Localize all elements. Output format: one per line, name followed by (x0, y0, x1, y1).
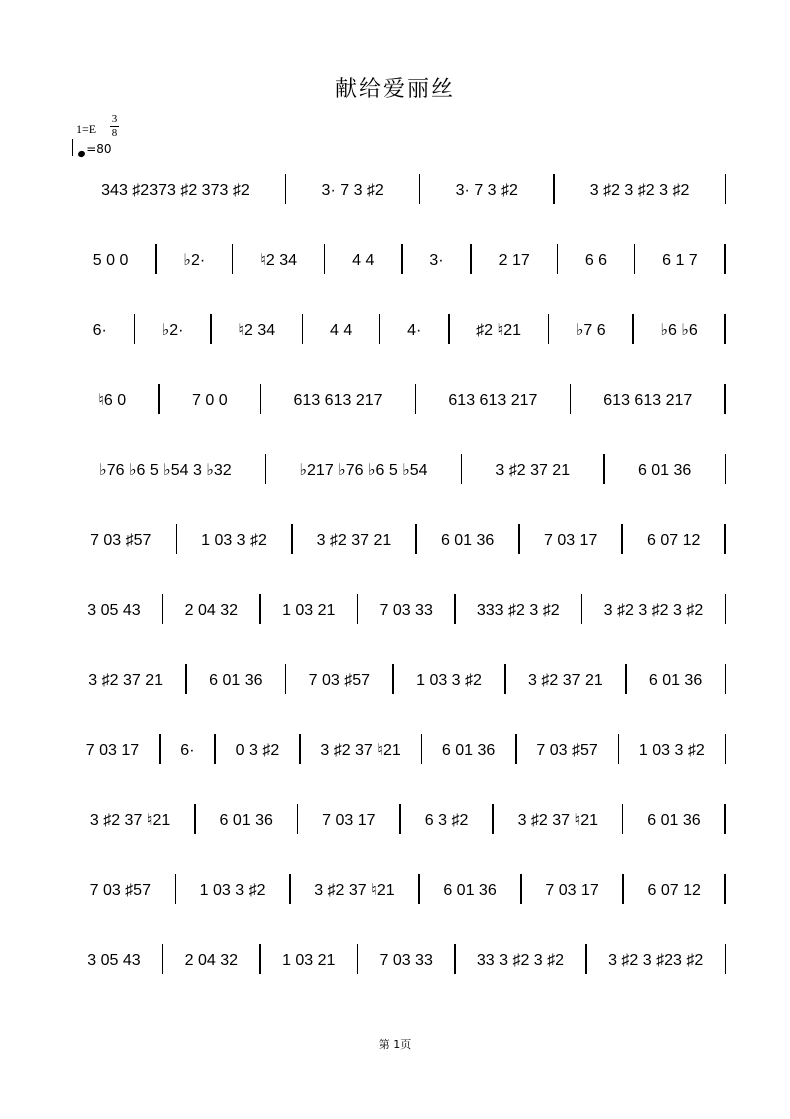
measure-notes: 343 ♯2373 ♯2 373 ♯2 (101, 182, 250, 199)
measure-notes: 7 03 ♯57 (90, 532, 152, 549)
measure-notes: 3 ♯2 37 ♮21 (314, 882, 395, 899)
measure-notes: 6 1 7 (662, 252, 698, 269)
measure-notes: 3· 7 3 ♯2 (455, 182, 518, 199)
measure (456, 952, 586, 976)
measure-notes: 6 07 12 (647, 532, 701, 549)
measure (163, 602, 259, 626)
measure-notes: 3 ♯2 3 ♯2 3 ♯2 (603, 602, 704, 619)
measure (494, 810, 622, 836)
measure-notes: 1 03 3 ♯2 (638, 742, 705, 759)
measure (66, 810, 194, 836)
measure (66, 322, 134, 346)
measure (261, 602, 357, 626)
measure (417, 532, 519, 556)
measure (517, 742, 618, 766)
measure (135, 320, 210, 346)
measure (422, 742, 515, 766)
measure (403, 252, 471, 276)
measure-notes: 7 03 ♯57 (308, 672, 370, 689)
score-system (66, 656, 726, 696)
measure-notes: 6· (92, 322, 107, 339)
measure-notes: 5 0 0 (92, 252, 129, 269)
measure-notes: 2 17 (498, 252, 530, 269)
note-head-icon (77, 150, 86, 158)
measure-notes: ♭7 6 (575, 322, 606, 339)
measure-notes: 1 03 21 (282, 952, 336, 969)
measure-notes: 6 07 12 (647, 882, 701, 899)
measure (66, 882, 175, 906)
measure (66, 602, 162, 626)
measure (66, 390, 158, 416)
measure (420, 882, 521, 906)
measure-notes: 4 4 (352, 252, 375, 269)
bar-line (725, 734, 727, 764)
measure-notes: 2 04 32 (184, 602, 239, 619)
measure (66, 672, 185, 696)
bar-line (725, 944, 727, 974)
measure-notes: 6 01 36 (647, 812, 701, 829)
measure-notes: 3 ♯2 37 ♮21 (517, 812, 599, 829)
measure-notes: ♯2 ♮21 (476, 322, 522, 339)
measure-notes: 4· (407, 322, 422, 339)
measure-notes: 3 ♯2 37 ♮21 (89, 812, 171, 829)
measure-notes: 6 01 36 (440, 532, 495, 549)
measure (261, 392, 414, 416)
measure-notes: 3 ♯2 37 21 (88, 672, 164, 689)
measure (522, 882, 623, 906)
measure-notes: 6 01 36 (443, 882, 497, 899)
measure (555, 182, 725, 206)
score-system (66, 376, 726, 416)
measure (401, 812, 492, 836)
measure (634, 320, 725, 346)
measure-notes: 3 ♯2 3 ♯23 ♯2 (608, 952, 704, 969)
measure (549, 320, 632, 346)
measure (286, 672, 392, 696)
measure-notes: 6 01 36 (209, 672, 263, 689)
measure (623, 532, 725, 556)
measure-notes: 3 ♯2 37 21 (316, 532, 392, 549)
measure (66, 742, 159, 766)
measure (624, 882, 725, 906)
measure (627, 672, 725, 696)
measure-notes: 333 ♯2 3 ♯2 (476, 602, 560, 619)
measure (233, 250, 323, 276)
measure (358, 952, 454, 976)
measure (176, 882, 289, 906)
measure-notes: 6 6 (584, 252, 608, 269)
measure-notes: 3 ♯2 3 ♯2 3 ♯2 (589, 182, 690, 199)
measure-notes: 6 3 ♯2 (424, 812, 469, 829)
bar-line (725, 594, 727, 624)
score-system (66, 306, 726, 346)
measure-notes: 3· 7 3 ♯2 (321, 182, 384, 199)
measure-notes: 3 05 43 (87, 602, 141, 619)
measure (66, 952, 162, 976)
measure-notes: 613 613 217 (448, 392, 538, 409)
measure (196, 812, 297, 836)
measure (623, 812, 724, 836)
measure (582, 602, 724, 626)
score-system (66, 866, 726, 906)
measure (298, 812, 399, 836)
measure-notes: 7 03 ♯57 (536, 742, 598, 759)
score-system (66, 516, 726, 556)
bar-line (725, 174, 727, 204)
measure-notes: 33 3 ♯2 3 ♯2 (476, 952, 565, 969)
measure (380, 322, 448, 346)
tempo-value: =80 (86, 142, 112, 156)
measure (301, 740, 421, 766)
measure-notes: 3 ♯2 37 21 (495, 462, 571, 479)
measure-notes: ♮2 34 (260, 252, 298, 269)
measure (66, 252, 155, 276)
measure-notes: 3 ♯2 37 ♮21 (320, 742, 401, 759)
measure (303, 322, 379, 346)
measure-notes: 7 03 17 (322, 812, 376, 829)
time-signature (110, 114, 119, 139)
measure-notes: 2 04 32 (184, 952, 239, 969)
score-system (66, 166, 726, 206)
bar-line (724, 874, 726, 904)
measure (358, 602, 454, 626)
measure-notes: ♭217 ♭76 ♭6 5 ♭54 (299, 462, 428, 479)
measure-notes: 7 03 17 (545, 882, 599, 899)
measure (216, 742, 299, 766)
measure-notes: ♮2 34 (238, 322, 276, 339)
measure-notes: 1 03 3 ♯2 (416, 672, 482, 689)
bar-line (724, 524, 726, 554)
measure (291, 880, 419, 906)
measure-notes: 7 03 17 (85, 742, 140, 759)
page-number: 第 1页 (378, 1038, 412, 1051)
measure-notes: 7 03 33 (379, 602, 433, 619)
measure-notes: 3· (429, 252, 444, 269)
time-signature-bottom: 8 (111, 127, 118, 139)
measure (293, 532, 416, 556)
measure (571, 392, 724, 416)
measure-notes: 6· (180, 742, 195, 759)
measure-notes: 3 05 43 (87, 952, 141, 969)
measure (187, 672, 285, 696)
bar-line (724, 314, 726, 344)
measure (450, 320, 548, 346)
measure (161, 742, 215, 766)
measure-notes: ♭76 ♭6 5 ♭54 3 ♭32 (99, 462, 232, 479)
measure-notes: 3 ♯2 37 21 (528, 672, 603, 689)
score-system (66, 796, 726, 836)
measure (605, 462, 725, 486)
tempo-marking (74, 139, 112, 156)
measure-notes: 7 03 33 (379, 952, 433, 969)
measure-notes: 4 4 (330, 322, 353, 339)
measure-notes: 7 03 ♯57 (89, 882, 151, 899)
measure (160, 392, 260, 416)
score-system (66, 936, 726, 976)
measure-notes: 7 03 17 (543, 532, 598, 549)
measure-notes: 6 01 36 (637, 462, 692, 479)
measure (286, 182, 419, 206)
measure-notes: 1 03 3 ♯2 (199, 882, 266, 899)
measure (420, 182, 553, 206)
measure (619, 742, 724, 766)
bar-line (724, 384, 726, 414)
measure-notes: 6 01 36 (219, 812, 273, 829)
measure-notes: 7 0 0 (192, 392, 228, 409)
measure (177, 532, 291, 556)
measure (587, 952, 725, 976)
measure (558, 252, 634, 276)
measure-notes: 613 613 217 (603, 392, 693, 409)
measure-notes: ♮6 0 (98, 392, 127, 409)
measure (394, 672, 504, 696)
measure (261, 952, 357, 976)
measure (456, 602, 581, 626)
bar-line (724, 244, 726, 274)
bar-line (725, 664, 727, 694)
measure-notes: ♭2· (183, 252, 206, 269)
measure (635, 252, 724, 276)
measure (66, 532, 176, 556)
measure-notes: 6 01 36 (648, 672, 703, 689)
measure-notes: ♭2· (161, 322, 184, 339)
measure (325, 252, 401, 276)
measure (66, 182, 285, 206)
measure (416, 392, 569, 416)
quarter-note-icon (72, 139, 73, 156)
measure (472, 252, 557, 276)
measure (163, 952, 259, 976)
score-system (66, 586, 726, 626)
measure-notes: 1 03 3 ♯2 (201, 532, 267, 549)
measure (266, 460, 460, 486)
measure (520, 532, 622, 556)
score-system (66, 726, 726, 766)
bar-line (725, 454, 727, 484)
measure (212, 320, 302, 346)
measure-notes: 1 03 21 (282, 602, 336, 619)
measure (506, 672, 625, 696)
measure-notes: 6 01 36 (441, 742, 496, 759)
measure (462, 462, 603, 486)
score-system (66, 446, 726, 486)
time-signature-top: 3 (111, 113, 118, 125)
measure-notes: ♭6 ♭6 (660, 322, 698, 339)
song-title: 献给爱丽丝 (334, 77, 455, 102)
measure-notes: 613 613 217 (293, 392, 383, 409)
key-signature: 1=E (76, 122, 97, 136)
measure (157, 250, 232, 276)
bar-line (724, 804, 726, 834)
score-system (66, 236, 726, 276)
measure-notes: 0 3 ♯2 (235, 742, 280, 759)
measure (66, 460, 265, 486)
